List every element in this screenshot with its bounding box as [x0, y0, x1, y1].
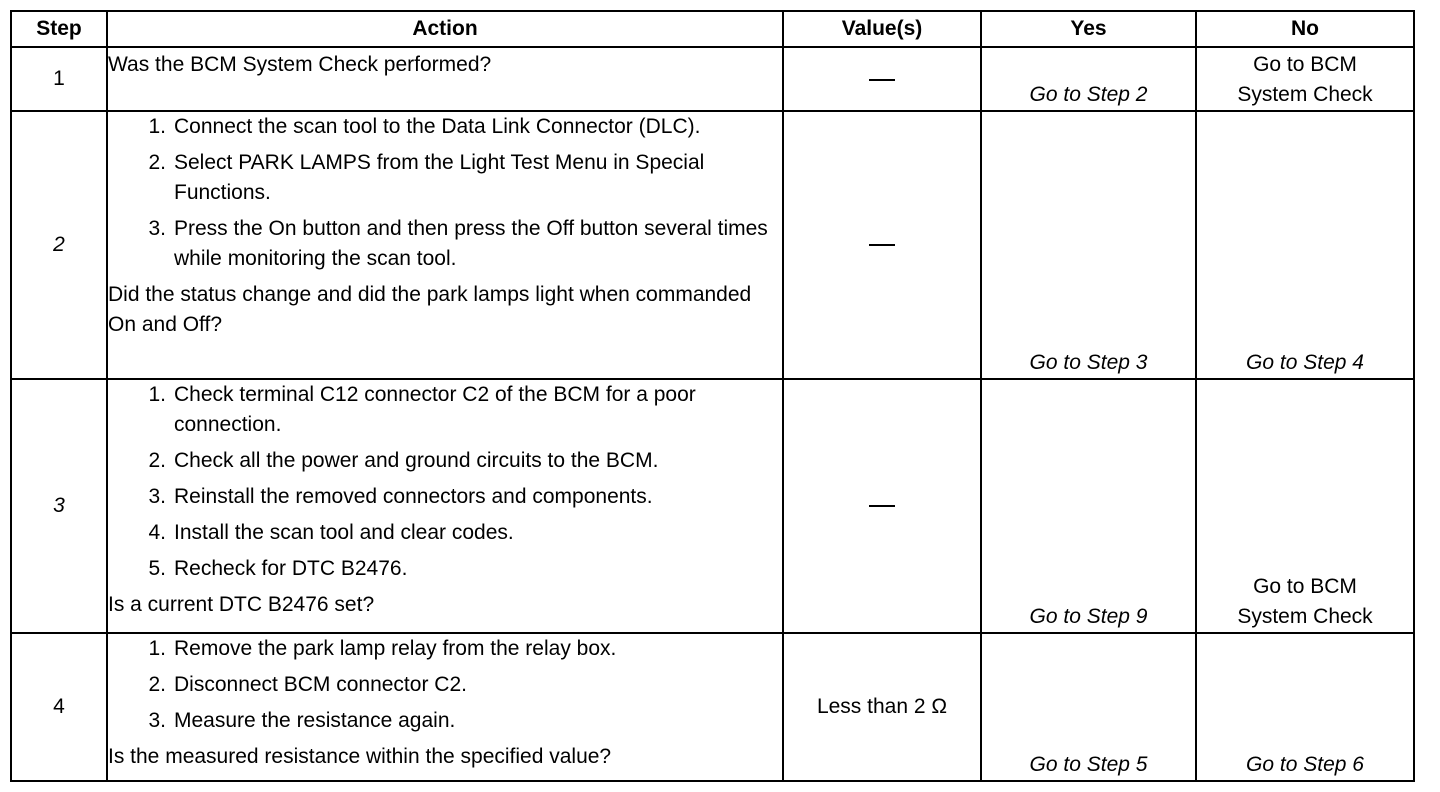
no-cell: [1196, 379, 1414, 633]
action-item-text: Press the On button and then press the Off button several times while monitoring the scan tool.: [174, 217, 768, 271]
dash-value: [869, 505, 895, 507]
yes-outcome: Go to Step 2: [1029, 83, 1148, 107]
action-item: [108, 554, 782, 584]
action-item-text: Connect the scan tool to the Data Link Connector (DLC).: [174, 115, 701, 139]
action-item: [108, 670, 782, 700]
action-item-number: 4.: [148, 520, 166, 544]
table-row-step-2: [11, 111, 1414, 379]
no-outcome-line2: System Check: [1237, 83, 1373, 107]
no-cell: [1196, 111, 1414, 379]
yes-outcome: Go to Step 9: [1029, 604, 1148, 628]
no-cell: [1196, 633, 1414, 781]
table-row-step-3: [11, 379, 1414, 633]
action-item: [108, 380, 782, 440]
action-item: [108, 482, 782, 512]
header-row: [11, 11, 1414, 47]
action-item-text: Remove the park lamp relay from the relay box.: [174, 636, 617, 660]
yes-cell: [981, 111, 1196, 379]
table-row-step-1: [11, 47, 1414, 111]
action-item-text: Recheck for DTC B2476.: [174, 556, 408, 580]
action-item-text: Reinstall the removed connectors and components.: [174, 484, 653, 508]
step-number: 2: [11, 111, 107, 379]
action-item-number: 3.: [148, 484, 166, 508]
action-item-number: 2.: [148, 672, 166, 696]
action-item-number: 3.: [148, 217, 166, 241]
header-action: Action: [107, 11, 783, 47]
action-item: [108, 214, 782, 274]
action-item-text: Install the scan tool and clear codes.: [174, 520, 514, 544]
action-item-number: 1.: [148, 382, 166, 406]
no-outcome: Go to Step 4: [1246, 350, 1364, 374]
yes-cell: [981, 47, 1196, 111]
action-list: [108, 634, 782, 736]
action-item-number: 3.: [148, 708, 166, 732]
diagnostic-table: [10, 10, 1415, 782]
header-step: Step: [11, 11, 107, 47]
action-cell: [107, 379, 783, 633]
action-item: [108, 446, 782, 476]
action-cell: [107, 633, 783, 781]
action-item-number: 5.: [148, 556, 166, 580]
yes-cell: [981, 379, 1196, 633]
action-item-text: Disconnect BCM connector C2.: [174, 672, 467, 696]
action-item: [108, 112, 782, 142]
value-cell: [783, 111, 981, 379]
dash-value: [869, 79, 895, 81]
action-item: [108, 148, 782, 208]
action-list: [108, 112, 782, 274]
value-cell: [783, 633, 981, 781]
yes-outcome: Go to Step 5: [1029, 753, 1148, 776]
no-outcome-line2: System Check: [1237, 604, 1373, 628]
step-number: 1: [11, 47, 107, 111]
action-cell: [107, 111, 783, 379]
action-cell: [107, 47, 783, 111]
action-item-number: 2.: [148, 151, 166, 175]
action-item: [108, 706, 782, 736]
no-outcome-line1: Go to BCM: [1253, 574, 1357, 598]
action-question: Is the measured resistance within the specified value?: [108, 744, 612, 768]
action-item: [108, 634, 782, 664]
table-row-step-4: [11, 633, 1414, 781]
value-text: Less than 2 Ω: [816, 694, 948, 718]
yes-cell: [981, 633, 1196, 781]
action-list: [108, 380, 782, 584]
action-item-text: Measure the resistance again.: [174, 708, 456, 732]
action-item-text: Check all the power and ground circuits to the BCM.: [174, 448, 659, 472]
action-item-text: Check terminal C12 connector C2 of the BCM for a poor connection.: [174, 382, 696, 436]
action-item-number: 1.: [148, 636, 166, 660]
action-question: Is a current DTC B2476 set?: [108, 592, 375, 616]
header-yes: Yes: [981, 11, 1196, 47]
no-outcome-line1: Go to BCM: [1253, 53, 1357, 77]
no-cell: [1196, 47, 1414, 111]
step-number: 3: [11, 379, 107, 633]
value-cell: [783, 379, 981, 633]
action-item-text: Select PARK LAMPS from the Light Test Menu in Special Functions.: [174, 151, 705, 205]
action-question: Was the BCM System Check performed?: [108, 53, 492, 76]
value-cell: [783, 47, 981, 111]
dash-value: [869, 244, 895, 246]
action-item-number: 1.: [148, 115, 166, 139]
action-question: Did the status change and did the park lamps light when commanded On and Off?: [108, 283, 752, 337]
yes-outcome: Go to Step 3: [1029, 350, 1148, 374]
no-outcome: Go to Step 6: [1246, 753, 1364, 776]
step-number: 4: [11, 633, 107, 781]
header-values: Value(s): [783, 11, 981, 47]
header-no: No: [1196, 11, 1414, 47]
action-item: [108, 518, 782, 548]
action-item-number: 2.: [148, 448, 166, 472]
